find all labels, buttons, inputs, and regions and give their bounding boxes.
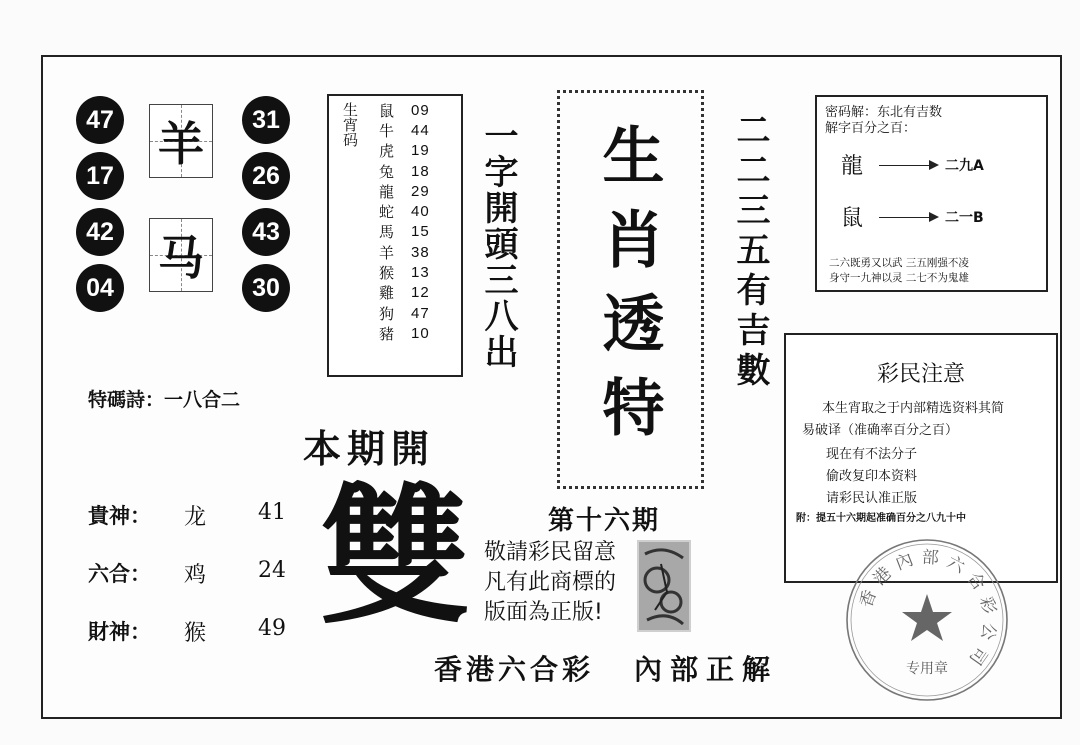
- zodiac-number: 47: [411, 304, 430, 322]
- zodiac-row: [379, 161, 430, 181]
- notice-line-1: 本生宵取之于内部精选资料其简: [822, 401, 1005, 416]
- notice-footnote: 附：提五十六期起准确百分之八九十中: [796, 513, 966, 524]
- notice-line-3: 现在有不法分子: [826, 447, 918, 462]
- seal-center-text: 专用章: [906, 661, 948, 677]
- grid-cell-top: [149, 104, 213, 178]
- zodiac-number: 38: [411, 243, 430, 261]
- zodiac-row: [379, 303, 430, 323]
- code-box: [815, 95, 1048, 292]
- deity-number: 41: [258, 500, 286, 525]
- notice-line-2: 易破译（准确率百分之百）: [802, 423, 959, 438]
- number-ball: 31: [242, 96, 290, 144]
- special-code-poem: 特碼詩：一八合二: [88, 389, 241, 411]
- grid-cell-bottom: [149, 218, 213, 292]
- notice-line-5: 请彩民认准正版: [826, 491, 918, 506]
- zodiac-number: 29: [411, 182, 430, 200]
- seal-ring-char: 司: [964, 642, 991, 669]
- zodiac-name: 兔: [379, 162, 395, 181]
- big-answer-char: 雙: [320, 471, 471, 645]
- zodiac-number: 09: [411, 101, 430, 119]
- zodiac-number: 13: [411, 264, 430, 282]
- seal-star-icon: [902, 594, 952, 641]
- zodiac-row: [379, 181, 430, 201]
- zodiac-number: 15: [411, 223, 430, 241]
- deity-row: [88, 616, 308, 646]
- code-row2-code: 二一B: [945, 210, 984, 226]
- deity-row: [88, 500, 308, 530]
- deity-animal: 鸡: [184, 563, 207, 588]
- title-box: [557, 90, 704, 489]
- zodiac-row: [379, 120, 430, 140]
- zodiac-number: 12: [411, 284, 430, 302]
- deity-number: 24: [258, 558, 286, 583]
- zodiac-row: [379, 222, 430, 242]
- zodiac-name: 羊: [379, 243, 395, 262]
- code-row1-char: 龍: [841, 154, 864, 179]
- zodiac-name: 馬: [379, 223, 395, 242]
- code-row1-code: 二九A: [945, 158, 984, 174]
- trademark-line-2: 凡有此商標的: [484, 570, 617, 595]
- zodiac-row: [379, 242, 430, 262]
- number-ball: 04: [76, 264, 124, 312]
- trademark-notice: [484, 538, 616, 628]
- zodiac-number: 18: [411, 162, 430, 180]
- open-label: 本期開: [303, 427, 436, 471]
- code-poem-1: 二六既勇又以武 三五刚强不凌: [829, 257, 969, 269]
- code-line-2: 解字百分之百：: [825, 121, 917, 136]
- zodiac-number: 40: [411, 203, 430, 221]
- zodiac-name: 猴: [379, 264, 395, 283]
- deity-label: 財神：: [88, 620, 151, 644]
- seal-graphic: [842, 528, 1012, 706]
- zodiac-name: 龍: [379, 182, 395, 201]
- zodiac-name: 蛇: [379, 203, 395, 222]
- trademark-line-3: 版面為正版!: [484, 600, 603, 625]
- zodiac-row: [379, 141, 430, 161]
- trademark-logo-image: [637, 540, 691, 632]
- zodiac-row: [379, 201, 430, 221]
- title-vertical: 生肖透特: [592, 123, 665, 459]
- deity-label: 貴神：: [88, 504, 151, 528]
- zodiac-name: 雞: [379, 284, 395, 303]
- seal-ring-char: 彩: [975, 594, 999, 616]
- deity-animal: 猴: [184, 621, 207, 646]
- seal-ring-char: 香: [856, 587, 882, 611]
- number-ball: 17: [76, 152, 124, 200]
- code-row2-char: 鼠: [841, 206, 864, 231]
- number-ball: 26: [242, 152, 290, 200]
- zodiac-row: [379, 323, 430, 343]
- zodiac-row: [379, 100, 430, 120]
- deity-label: 六合：: [88, 562, 151, 586]
- notice-title: 彩民注意: [876, 362, 965, 387]
- issue-number: 第十六期: [548, 506, 661, 536]
- notice-line-4: 偷改复印本资料: [826, 469, 918, 484]
- zodiac-number: 10: [411, 324, 430, 342]
- seal-ring-char: 六: [943, 552, 968, 578]
- code-poem-2: 身守一九神以灵 二七不为鬼雄: [829, 272, 969, 284]
- left-vertical-slogan: 一字開頭三八出: [478, 118, 518, 370]
- arrow-icon: [879, 217, 937, 218]
- zodiac-number: 44: [411, 121, 430, 139]
- seal-ring-char: 合: [962, 568, 989, 595]
- zodiac-name: 鼠: [379, 101, 395, 120]
- zodiac-name: 豬: [379, 324, 395, 343]
- bottom-left-slogan: 香港六合彩: [434, 653, 595, 686]
- zodiac-name: 牛: [379, 121, 395, 140]
- seal-ring-char: 內: [892, 549, 917, 575]
- seal-ring-char: 公: [976, 621, 1000, 642]
- grid-char: 羊: [158, 117, 204, 171]
- company-seal: [842, 528, 1012, 706]
- zodiac-name: 虎: [379, 142, 395, 161]
- trademark-line-1: 敬請彩民留意: [484, 540, 617, 565]
- number-ball: 47: [76, 96, 124, 144]
- deity-row: [88, 558, 308, 588]
- seal-ring-char: 港: [869, 563, 896, 590]
- number-ball: 43: [242, 208, 290, 256]
- bottom-right-slogan: 內部正解: [634, 653, 779, 686]
- zodiac-row: [379, 262, 430, 282]
- zodiac-list: [379, 100, 430, 344]
- number-ball: 42: [76, 208, 124, 256]
- zodiac-code-box: [327, 94, 463, 377]
- deity-animal: 龙: [184, 505, 207, 530]
- arrow-icon: [879, 165, 937, 166]
- deity-number: 49: [258, 616, 286, 641]
- zodiac-header: 生宵码: [341, 102, 359, 147]
- seal-ring-char: 部: [921, 547, 940, 569]
- grid-char: 马: [158, 231, 204, 285]
- number-ball: 30: [242, 264, 290, 312]
- zodiac-name: 狗: [379, 304, 395, 323]
- right-vertical-slogan: 二二三五有吉數: [730, 112, 770, 392]
- zodiac-number: 19: [411, 142, 430, 160]
- zodiac-row: [379, 283, 430, 303]
- code-line-1: 密码解：东北有吉数: [825, 105, 943, 120]
